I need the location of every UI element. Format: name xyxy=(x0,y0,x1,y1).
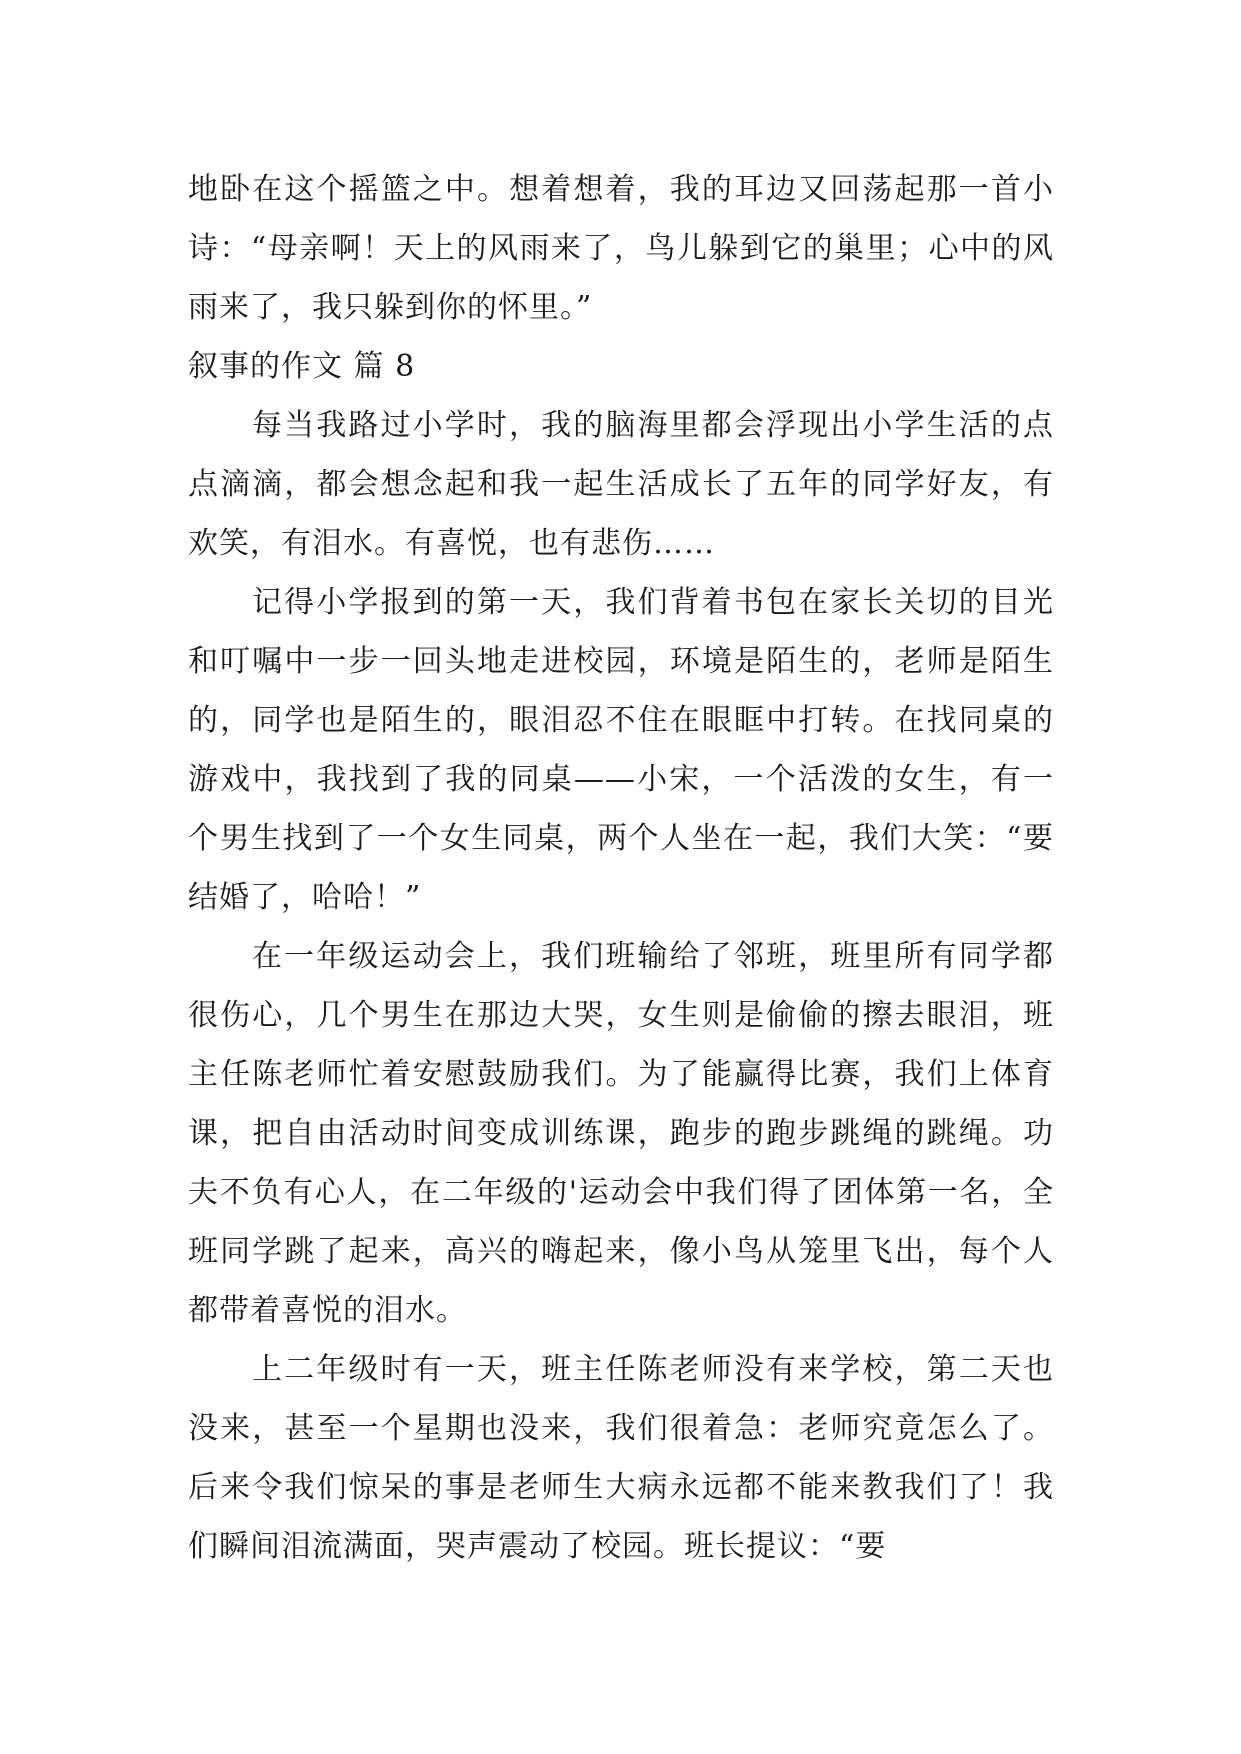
paragraph-4: 上二年级时有一天，班主任陈老师没有来学校，第二天也没来，甚至一个星期也没来，我们很着急：老师究竟怎么了。后来令我们惊呆的事是老师生大病永远都不能来教我们了！我们瞬间泪流满面，哭声震动了校园。班长提议：“要 xyxy=(188,1352,1054,1564)
paragraph-1: 每当我路过小学时，我的脑海里都会浮现出小学生活的点点滴滴，都会想念起和我一起生活成长了五年的同学好友，有欢笑，有泪水。有喜悦，也有悲伤…… xyxy=(188,408,1054,561)
paragraph-3: 在一年级运动会上，我们班输给了邻班，班里所有同学都很伤心，几个男生在那边大哭，女生则是偷偷的擦去眼泪，班主任陈老师忙着安慰鼓励我们。为了能赢得比赛，我们上体育课，把自由活动时间变成训练课，跑步的跑步跳绳的跳绳。功夫不负有心人，在二年级的'运动会中我们得了团体第一名，全班同学跳了起来，高兴的嗨起来，像小鸟从笼里飞出，每个人都带着喜悦的泪水。 xyxy=(188,939,1054,1328)
intro-paragraph: 地卧在这个摇篮之中。想着想着，我的耳边又回荡起那一首小诗：“母亲啊！天上的风雨来了，鸟儿躲到它的巢里；心中的风雨来了，我只躲到你的怀里。” xyxy=(188,172,1054,325)
paragraph-2: 记得小学报到的第一天，我们背着书包在家长关切的目光和叮嘱中一步一回头地走进校园，环境是陌生的，老师是陌生的，同学也是陌生的，眼泪忍不住在眼眶中打转。在找同桌的游戏中，我找到了我的同桌——小宋，一个活泼的女生，有一个男生找到了一个女生同桌，两个人坐在一起，我们大笑：“要结婚了，哈哈！” xyxy=(188,585,1054,915)
section-heading: 叙事的作文 篇 8 xyxy=(188,349,416,384)
document-body xyxy=(188,160,1054,1576)
